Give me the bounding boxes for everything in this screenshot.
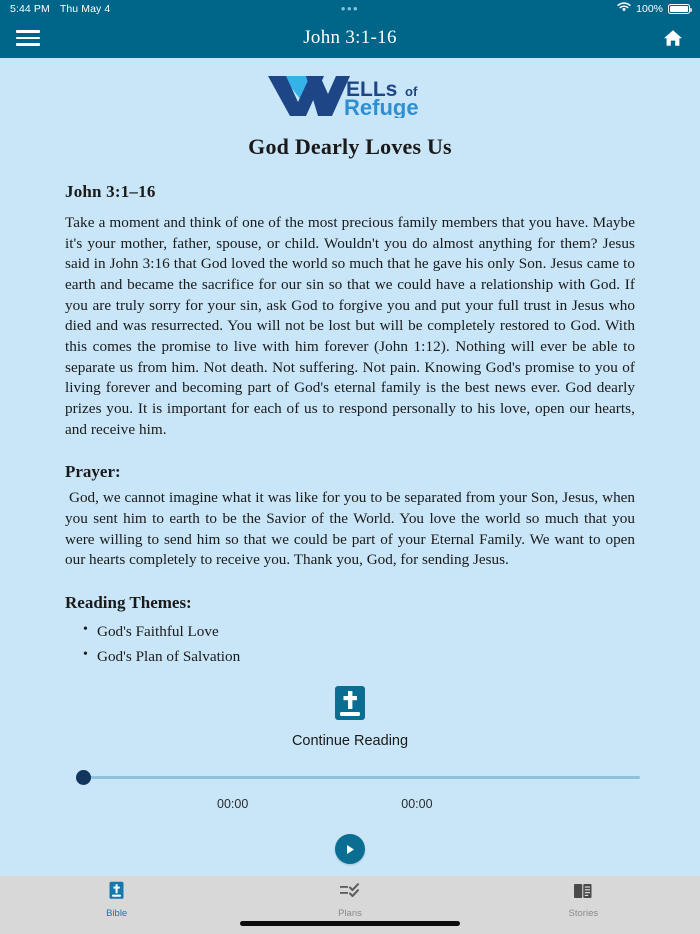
status-bar-right	[617, 2, 690, 16]
lesson-body-paragraph: Take a moment and think of one of the most precious family members that you have. Maybe it's your mother, father, spouse, or child. Wouldn't you do almost anything for them? Jesus said in John 3:16 that God loved the world so much that he gave his only Son. Jesus came to earth and became the sacrifice for our sin so that we could have a relationship with God. If you are truly sorry for your sin, ask God to forgive you and put your full trust in Jesus who died and was resurrected. You will not be lost but will be completely restored to God. With this comes the promise to live with him forever (John 1:12). Nothing will ever be able to separate us from him. Not death. Not suffering. Not pain. Knowing God's promise to you of living forever and becoming part of God's eternal family is the best news ever. God dearly prizes you. It is important for each of us to respond personally to his love, open our hearts, and receive him.	[65, 214, 635, 438]
audio-progress-slider[interactable]	[60, 767, 640, 787]
continue-reading-label: Continue Reading	[291, 733, 409, 750]
play-button[interactable]	[335, 834, 365, 864]
status-bar-left	[10, 3, 110, 15]
slider-track[interactable]	[82, 776, 640, 779]
home-indicator	[240, 921, 460, 926]
status-bar	[0, 0, 700, 18]
wells-of-refuge-logo	[262, 72, 438, 118]
status-center-dots: •••	[340, 1, 360, 16]
tab-bible[interactable]	[0, 881, 233, 919]
tab-label-stories: Stories	[568, 908, 599, 919]
reading-themes-list	[65, 621, 635, 667]
battery-full-icon	[668, 4, 690, 14]
svg-text:ELLs: ELLs	[346, 78, 398, 101]
continue-reading-button[interactable]	[0, 685, 700, 749]
status-time: 5:44 PM	[10, 3, 50, 15]
content-area	[0, 58, 700, 876]
svg-text:of: of	[405, 84, 418, 99]
home-icon[interactable]	[662, 28, 684, 48]
audio-player	[0, 767, 700, 811]
scripture-reference-heading: John 3:1–16	[65, 182, 156, 201]
bible-book-icon	[108, 881, 125, 906]
open-book-icon	[572, 881, 594, 906]
lesson-article	[0, 182, 700, 667]
page-title: John 3:1-16	[303, 27, 397, 48]
nav-bar	[0, 18, 700, 58]
tab-stories[interactable]	[467, 881, 700, 919]
play-icon	[344, 843, 356, 856]
slider-thumb[interactable]	[76, 770, 91, 785]
elapsed-time: 00:00	[217, 797, 249, 812]
tab-label-bible: Bible	[106, 908, 128, 919]
lesson-title: God Dearly Loves Us	[248, 134, 452, 159]
battery-percent-label: 100%	[636, 3, 663, 15]
prayer-heading: Prayer:	[65, 462, 121, 482]
wifi-icon	[617, 2, 631, 16]
list-item: • God's Faithful Love	[83, 621, 635, 643]
bottom-tab-bar	[0, 876, 700, 934]
audio-time-row	[60, 797, 640, 811]
hamburger-menu-icon[interactable]	[16, 30, 40, 46]
list-item: • God's Plan of Salvation	[83, 646, 635, 668]
tab-label-plans: Plans	[338, 908, 362, 919]
brand-logo	[0, 58, 700, 118]
total-time: 00:00	[401, 797, 433, 812]
prayer-paragraph: God, we cannot imagine what it was like for you to be separated from your Son, Jesus, when you sent him to earth to be the Savior of the World. You love the world so much that you were willing to send him so that we could be part of your Eternal Family. We want to open our hearts completely to receive you. Thank you, God, for sending Jesus.	[65, 489, 635, 569]
status-date: Thu May 4	[59, 3, 111, 15]
svg-text:Refuge: Refuge	[344, 95, 419, 118]
reading-themes-heading: Reading Themes:	[65, 593, 192, 613]
checklist-icon	[339, 881, 361, 906]
bible-book-icon	[333, 685, 367, 728]
tab-plans[interactable]	[233, 881, 466, 919]
